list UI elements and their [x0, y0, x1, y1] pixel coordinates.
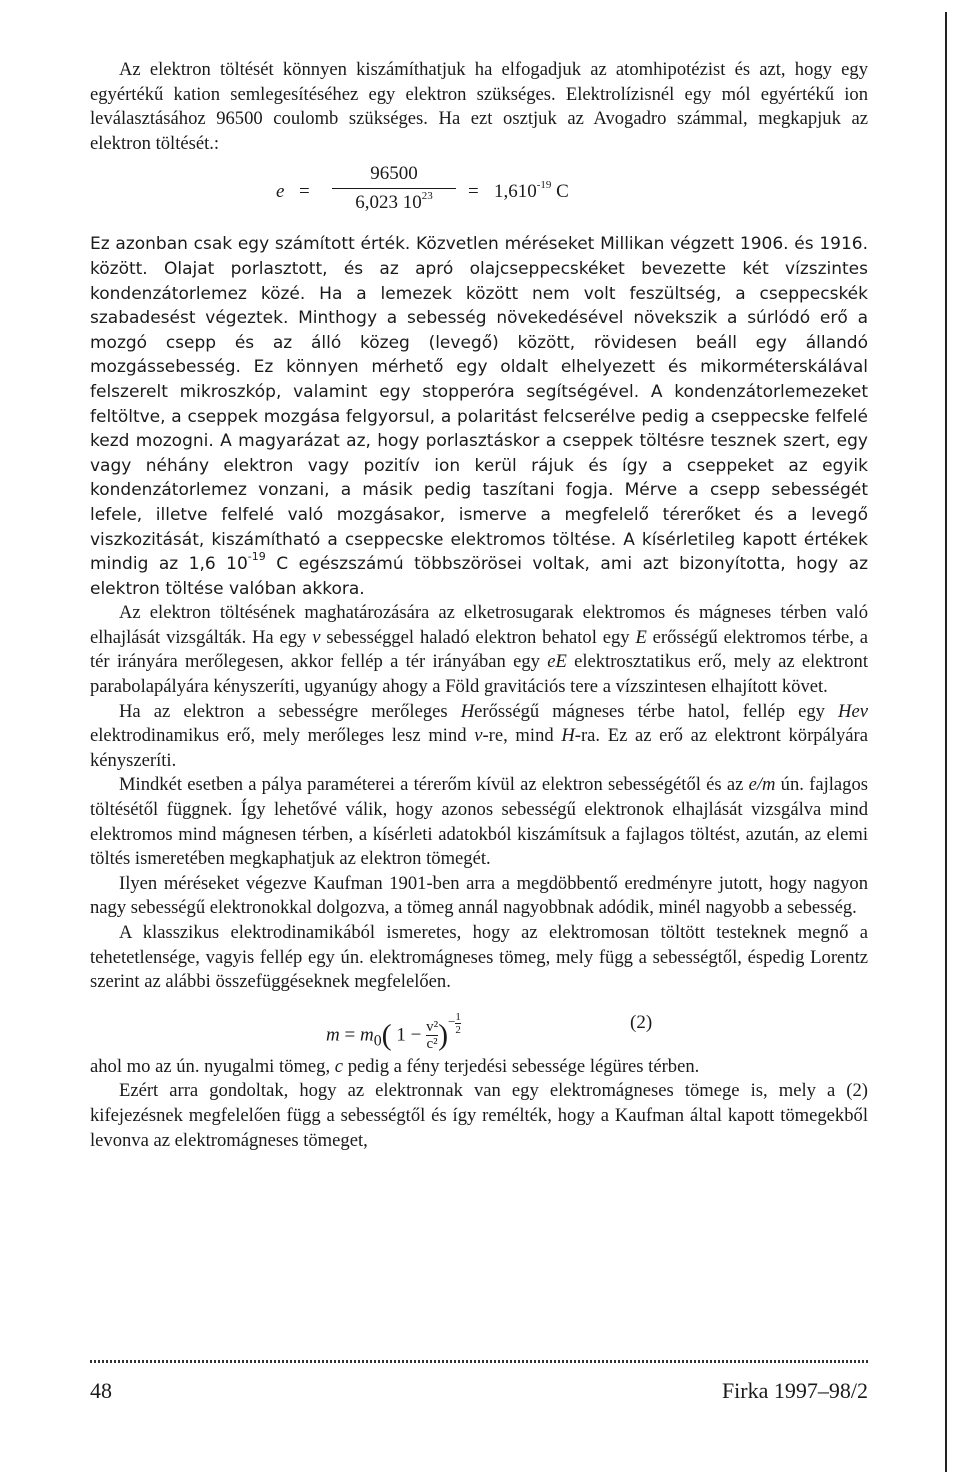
eq2-m0: m — [359, 1024, 374, 1046]
eq2-number: (2) — [630, 1011, 653, 1033]
p4-var-H: H — [460, 700, 475, 722]
p4-part-b: erősségű mágneses térbe hatol, fellép egy — [474, 700, 839, 722]
p4-part-e: -ra. Ez az erő az elektront körpályára kényszeríti. — [90, 725, 868, 771]
article-body — [90, 58, 868, 1153]
p2-exponent: -19 — [247, 550, 266, 564]
eq2-exp-sign: − — [448, 1014, 456, 1030]
p2-text-end: C egészszámú többszörösei voltak, ami azt bizonyította, hogy az elektron töltése valóban akkora. — [90, 554, 868, 599]
eq1-fraction — [332, 162, 456, 215]
eq1-result-exp: -19 — [536, 179, 552, 192]
p3-part-a: Az elektron töltésének maghatározására az elketrosugarak elektromos és mágneses térben való elhajlását vizsgálták. Ha egy — [90, 602, 868, 648]
paragraph-9: Ezért arra gondoltak, hogy az elektronnak van egy elektromágneses tömege is, mely a (2) kifejezésnek megfelelően függ a sebességtől és így remélték, hogy a Kaufman által kapott tömegekből levonva az elektromágneses tömeget, — [90, 1080, 868, 1151]
p3-var-E: E — [635, 626, 647, 648]
p4-part-d: -re, mind — [482, 725, 562, 747]
paragraph-7: A klasszikus elektrodinamikából ismeretes, hogy az elektromosan töltött testeknek megnő a tehetetlensége, vagyis fellép egy ún. elektromágneses tömeg, mely függ a sebességtől, éspedig Lorentz szerint az alábbi összefüggéseknek megfelelően. — [90, 922, 868, 993]
paragraph-1: Az elektron töltését könnyen kiszámíthatjuk ha elfogadjuk az atomhipotézist és azt, hogy egy egyértékű kation semlegesítéséhez egy elektron szükséges. Elektrolízisnél egy mól egyértékű ion leválasztásához 96500 coulomb szükséges. Ha ezt osztjuk az Avogadro számmal, megkapjuk az elektron töltését.: — [90, 59, 868, 154]
eq1-numerator: 96500 — [332, 162, 456, 189]
eq2-body — [326, 1011, 461, 1054]
eq1-result — [494, 180, 569, 205]
paragraph-4 — [90, 700, 868, 774]
p4-var-Hev: Hev — [838, 700, 868, 722]
page-footer — [90, 1378, 868, 1404]
journal-issue: Firka 1997–98/2 — [721, 1378, 868, 1403]
p2-text: Ez azonban csak egy számított érték. Közvetlen méréseket Millikan végzett 1906. és 1916. között. Olajat porlasztott, és az apró olajcseppecskéket bevezette két vízszintes kondenzátorlemez közé. Ha a lemezek között nem volt feszültség, a cseppecskék szabadesést végeztek. Minthogy a sebesség növekedésével növekszik a súrlódó erő a mozgó csepp és az álló közeg (levegő) között, rövidesen beáll egy állandó mozgássebesség. Ez könnyen mérhető egy oldalt elhelyezett és mikorméterskálával felszerelt mikroszkóp, valamint egy stopperóra segítségével. A kondenzátorlemezeket feltöltve, a cseppek mozgása felgyorsul, a polaritást felcserélve pedig a cseppecske felfelé kezd mozogni. A magyarázat az, hogy porlasztáskor a cseppek töltésre tesznek szert, egy vagy néhány elektron vagy pozitív ion kerül rájuk és így a cseppeket az egyik kondenzátorlemez vonzani, a másik pedig taszítani fogja. Mérve a csepp sebességét lefele, illetve felfelé való mozgásakor, ismerve a megfelelő térerőket és a levegő viszkozitását, kiszámítható a cseppecske elektromos töltése. A kísérletileg kapott értékek mindig az 1,6 10 — [90, 234, 868, 575]
eq2-equals: = — [339, 1024, 360, 1046]
eq1-equals-2: = — [468, 181, 479, 203]
eq1-result-base: 1,610 — [494, 181, 537, 203]
eq1-lhs: e — [276, 181, 285, 203]
equation-lorentz-mass — [90, 995, 868, 1055]
eq1-unit: C — [551, 181, 569, 203]
eq2-frac-top: v² — [426, 1019, 439, 1036]
p4-part-a: Ha az elektron a sebességre merőleges — [119, 700, 461, 722]
page-number: 48 — [90, 1378, 112, 1403]
paragraph-5 — [90, 773, 868, 871]
p3-part-b: sebességgel haladó elektron behatol egy — [320, 626, 636, 648]
eq2-exponent — [448, 1010, 461, 1036]
eq2-close-paren: ) — [438, 1018, 449, 1052]
eq2-frac-bot: c² — [426, 1036, 438, 1053]
eq2-exp-top: 1 — [455, 1010, 461, 1023]
eq1-den-exp: 23 — [421, 189, 433, 202]
eq1-equals: = — [299, 181, 310, 203]
eq2-exp-bot: 2 — [455, 1023, 461, 1036]
p3-var-v: v — [312, 626, 321, 648]
eq1-den-base: 6,023 10 — [355, 191, 422, 213]
eq1-denominator — [332, 189, 456, 216]
p5-part-b: ún. fajlagos töltésétől függnek. Így lehetővé válik, hogy azonos sebességű elektronok elhajlását vizsgálva mind elektromos mind mágnesen térben, a kísérleti adatokból kiszámítsuk a fajlagos töltést, azután, az elemi töltés ismeretében megkaphatjuk az elektron tömegét. — [90, 774, 868, 870]
p8-part-b: pedig a fény terjedési sebessége légüres térben. — [343, 1055, 700, 1077]
paragraph-3 — [90, 601, 868, 699]
eq2-lhs: m — [326, 1024, 340, 1046]
eq2-one-minus: 1 − — [391, 1024, 427, 1046]
page-edge-line — [945, 12, 947, 1472]
p8-var-c: c — [334, 1055, 344, 1077]
p5-part-a: Mindkét esetben a pálya paraméterei a térerőm kívül az elektron sebességétől és az — [119, 774, 749, 796]
p4-var-H2: H — [561, 725, 575, 747]
p4-var-v: v — [474, 725, 483, 747]
equation-electron-charge — [90, 156, 868, 232]
eq2-fraction — [426, 1019, 438, 1052]
p5-var-em: e/m — [748, 774, 776, 796]
paragraph-6: Ilyen méréseket végezve Kaufman 1901-ben arra a megdöbbentő eredményre jutott, hogy nagyon nagy sebességű elektronokkal dolgozva, a tömeg annál nagyobbnak adódik, minél nagyobb a sebesség. — [90, 872, 868, 919]
eq2-open-paren: ( — [381, 1018, 392, 1052]
p3-var-eE: eE — [547, 651, 567, 673]
footer-rule — [90, 1360, 870, 1363]
paragraph-8 — [90, 1055, 868, 1080]
eq2-exp-frac — [455, 1011, 461, 1036]
p3-part-c: erősségű elektromos térbe, a tér irányára merőlegesen, akkor fellép a tér irányában egy — [90, 626, 868, 673]
paragraph-2 — [90, 232, 868, 601]
p3-part-d: elektrosztatikus erő, mely az elektront parabolapályára kényszeríti, ugyanúgy ahogy a Föld gravitációs tere a vízszintesen elhajított követ. — [90, 651, 868, 698]
p8-part-a: ahol mo az ún. nyugalmi tömeg, — [90, 1055, 335, 1077]
eq2-m0-sub: 0 — [373, 1032, 382, 1050]
p4-part-c: elektrodinamikus erő, mely merőleges lesz mind — [90, 725, 475, 747]
